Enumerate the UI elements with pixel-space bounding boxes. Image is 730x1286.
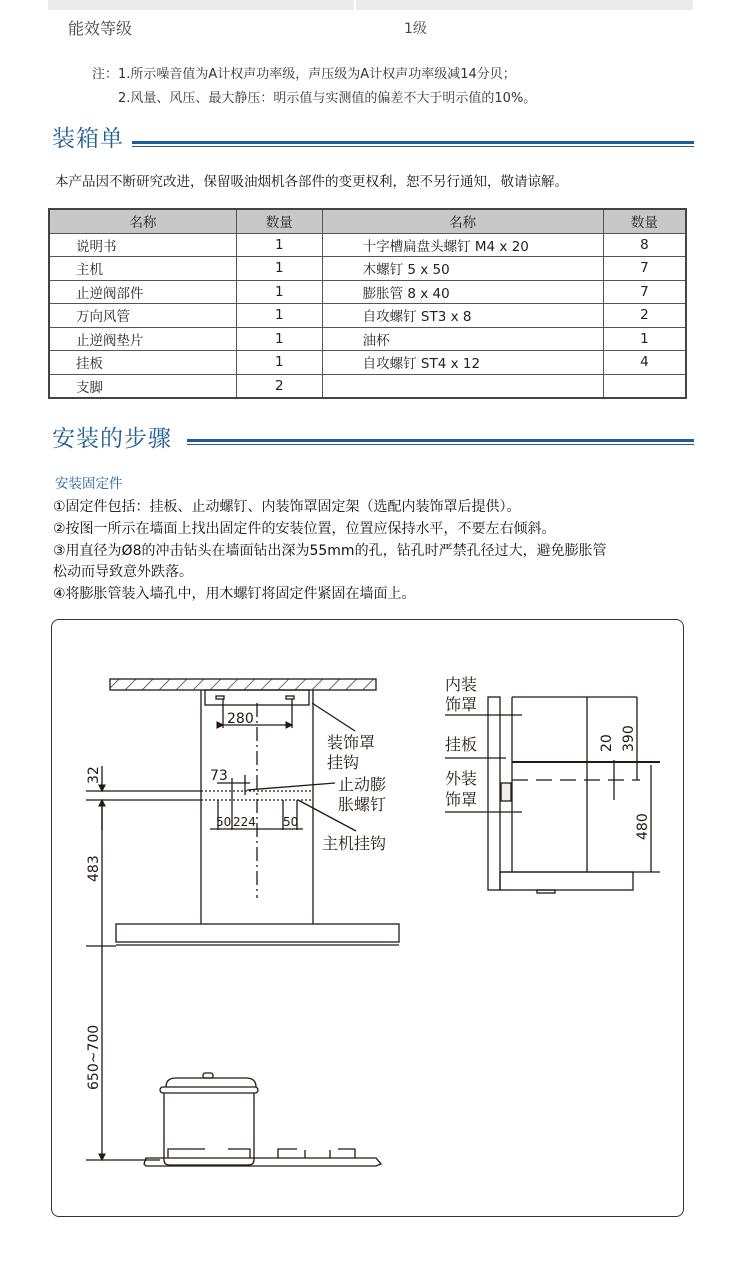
item-qty: 1 <box>603 327 686 351</box>
item-qty: 4 <box>603 351 686 375</box>
item-qty: 1 <box>236 280 322 304</box>
header-qty-1: 数量 <box>236 209 322 233</box>
label-inner-cover-2: 饰罩 <box>445 695 478 714</box>
item-qty: 1 <box>236 233 322 257</box>
ceiling <box>110 679 376 690</box>
label-cover-hook-1: 装饰罩 <box>327 733 376 752</box>
item-qty: 8 <box>603 233 686 257</box>
dim-73: 73 <box>210 768 228 784</box>
label-stop-screw-2: 胀螺钉 <box>338 795 387 814</box>
pot-lid <box>166 1078 256 1087</box>
item-name: 膨胀管 8 x 40 <box>322 280 603 304</box>
spec-value: 1级 <box>404 21 427 37</box>
item-qty: 1 <box>236 257 322 281</box>
step-3-cont: 松动而导致意外跌落。 <box>53 564 193 580</box>
item-name: 万向风管 <box>49 304 236 328</box>
dim-390: 390 <box>621 725 637 752</box>
leader-line <box>247 783 335 790</box>
dim-280: 280 <box>227 711 254 727</box>
screw <box>286 696 294 699</box>
label-inner-cover-1: 内装 <box>445 675 478 694</box>
label-stop-screw-1: 止动膨 <box>338 775 387 794</box>
hanger-plate <box>501 783 511 801</box>
leader-line <box>312 703 355 731</box>
spec-label: 能效等级 <box>68 19 133 38</box>
dim-650-700: 650~700 <box>86 1024 102 1090</box>
item-name: 止逆阀垫片 <box>49 327 236 351</box>
hood-body <box>116 924 399 942</box>
item-qty: 2 <box>236 374 322 398</box>
install-subtitle: 安装固定件 <box>55 476 123 492</box>
label-hanger: 挂板 <box>445 735 478 754</box>
item-qty: 2 <box>603 304 686 328</box>
label-outer-cover-2: 饰罩 <box>445 790 478 809</box>
note-1: 注：1.所示噪音值为A计权声功率级，声压级为A计权声功率级减14分贝； <box>92 67 516 82</box>
dim-480: 480 <box>635 813 651 840</box>
item-name: 主机 <box>49 257 236 281</box>
step-1: ①固定件包括：挂板、止动螺钉、内装饰罩固定架（选配内装饰罩后提供）。 <box>53 499 521 515</box>
label-main-hook: 主机挂钩 <box>322 834 387 853</box>
step-2: ②按图一所示在墙面上找出固定件的安装位置，位置应保持水平，不要左右倾斜。 <box>53 521 556 537</box>
item-qty: 7 <box>603 280 686 304</box>
header-qty-2: 数量 <box>603 209 686 233</box>
item-name: 挂板 <box>49 351 236 375</box>
header-name-2: 名称 <box>322 209 603 233</box>
dim-483: 483 <box>86 855 102 882</box>
screw <box>216 696 224 699</box>
item-name: 说明书 <box>49 233 236 257</box>
dim-50-right: 50 <box>283 815 299 829</box>
packing-disclaimer: 本产品因不断研究改进，保留吸油烟机各部件的变更权利，恕不另行通知，敬请谅解。 <box>55 174 568 190</box>
item-name: 自攻螺钉 ST4 x 12 <box>322 351 603 375</box>
install-title: 安装的步骤 <box>52 426 172 452</box>
header-name-1: 名称 <box>49 209 236 233</box>
item-qty: 1 <box>236 304 322 328</box>
dim-224: 224 <box>233 815 256 829</box>
dim-50-left: 50 <box>216 815 232 829</box>
label-cover-hook-2: 挂钩 <box>327 753 360 772</box>
item-name: 十字槽扁盘头螺钉 M4 x 20 <box>322 233 603 257</box>
wall-side <box>488 697 500 890</box>
item-name: 支脚 <box>49 374 236 398</box>
label-outer-cover-1: 外装 <box>445 769 478 788</box>
dim-32: 32 <box>86 766 102 784</box>
item-name: 油杯 <box>322 327 603 351</box>
dim-20: 20 <box>599 734 615 752</box>
hood-side <box>500 872 633 890</box>
item-qty: 7 <box>603 257 686 281</box>
item-name: 自攻螺钉 ST3 x 8 <box>322 304 603 328</box>
item-qty: 1 <box>236 327 322 351</box>
step-4: ④将膨胀管装入墙孔中，用木螺钉将固定件紧固在墙面上。 <box>53 586 416 602</box>
pot-body <box>164 1093 254 1165</box>
step-3: ③用直径为Ø8的冲击钻头在墙面钻出深为55mm的孔，钻孔时严禁孔径过大，避免膨胀管 <box>53 543 607 559</box>
item-name: 木螺钉 5 x 50 <box>322 257 603 281</box>
packing-title: 装箱单 <box>52 126 124 152</box>
item-name: 止逆阀部件 <box>49 280 236 304</box>
note-2: 2.风量、风压、最大静压：明示值与实测值的偏差不大于明示值的10%。 <box>118 91 537 106</box>
item-qty: 1 <box>236 351 322 375</box>
